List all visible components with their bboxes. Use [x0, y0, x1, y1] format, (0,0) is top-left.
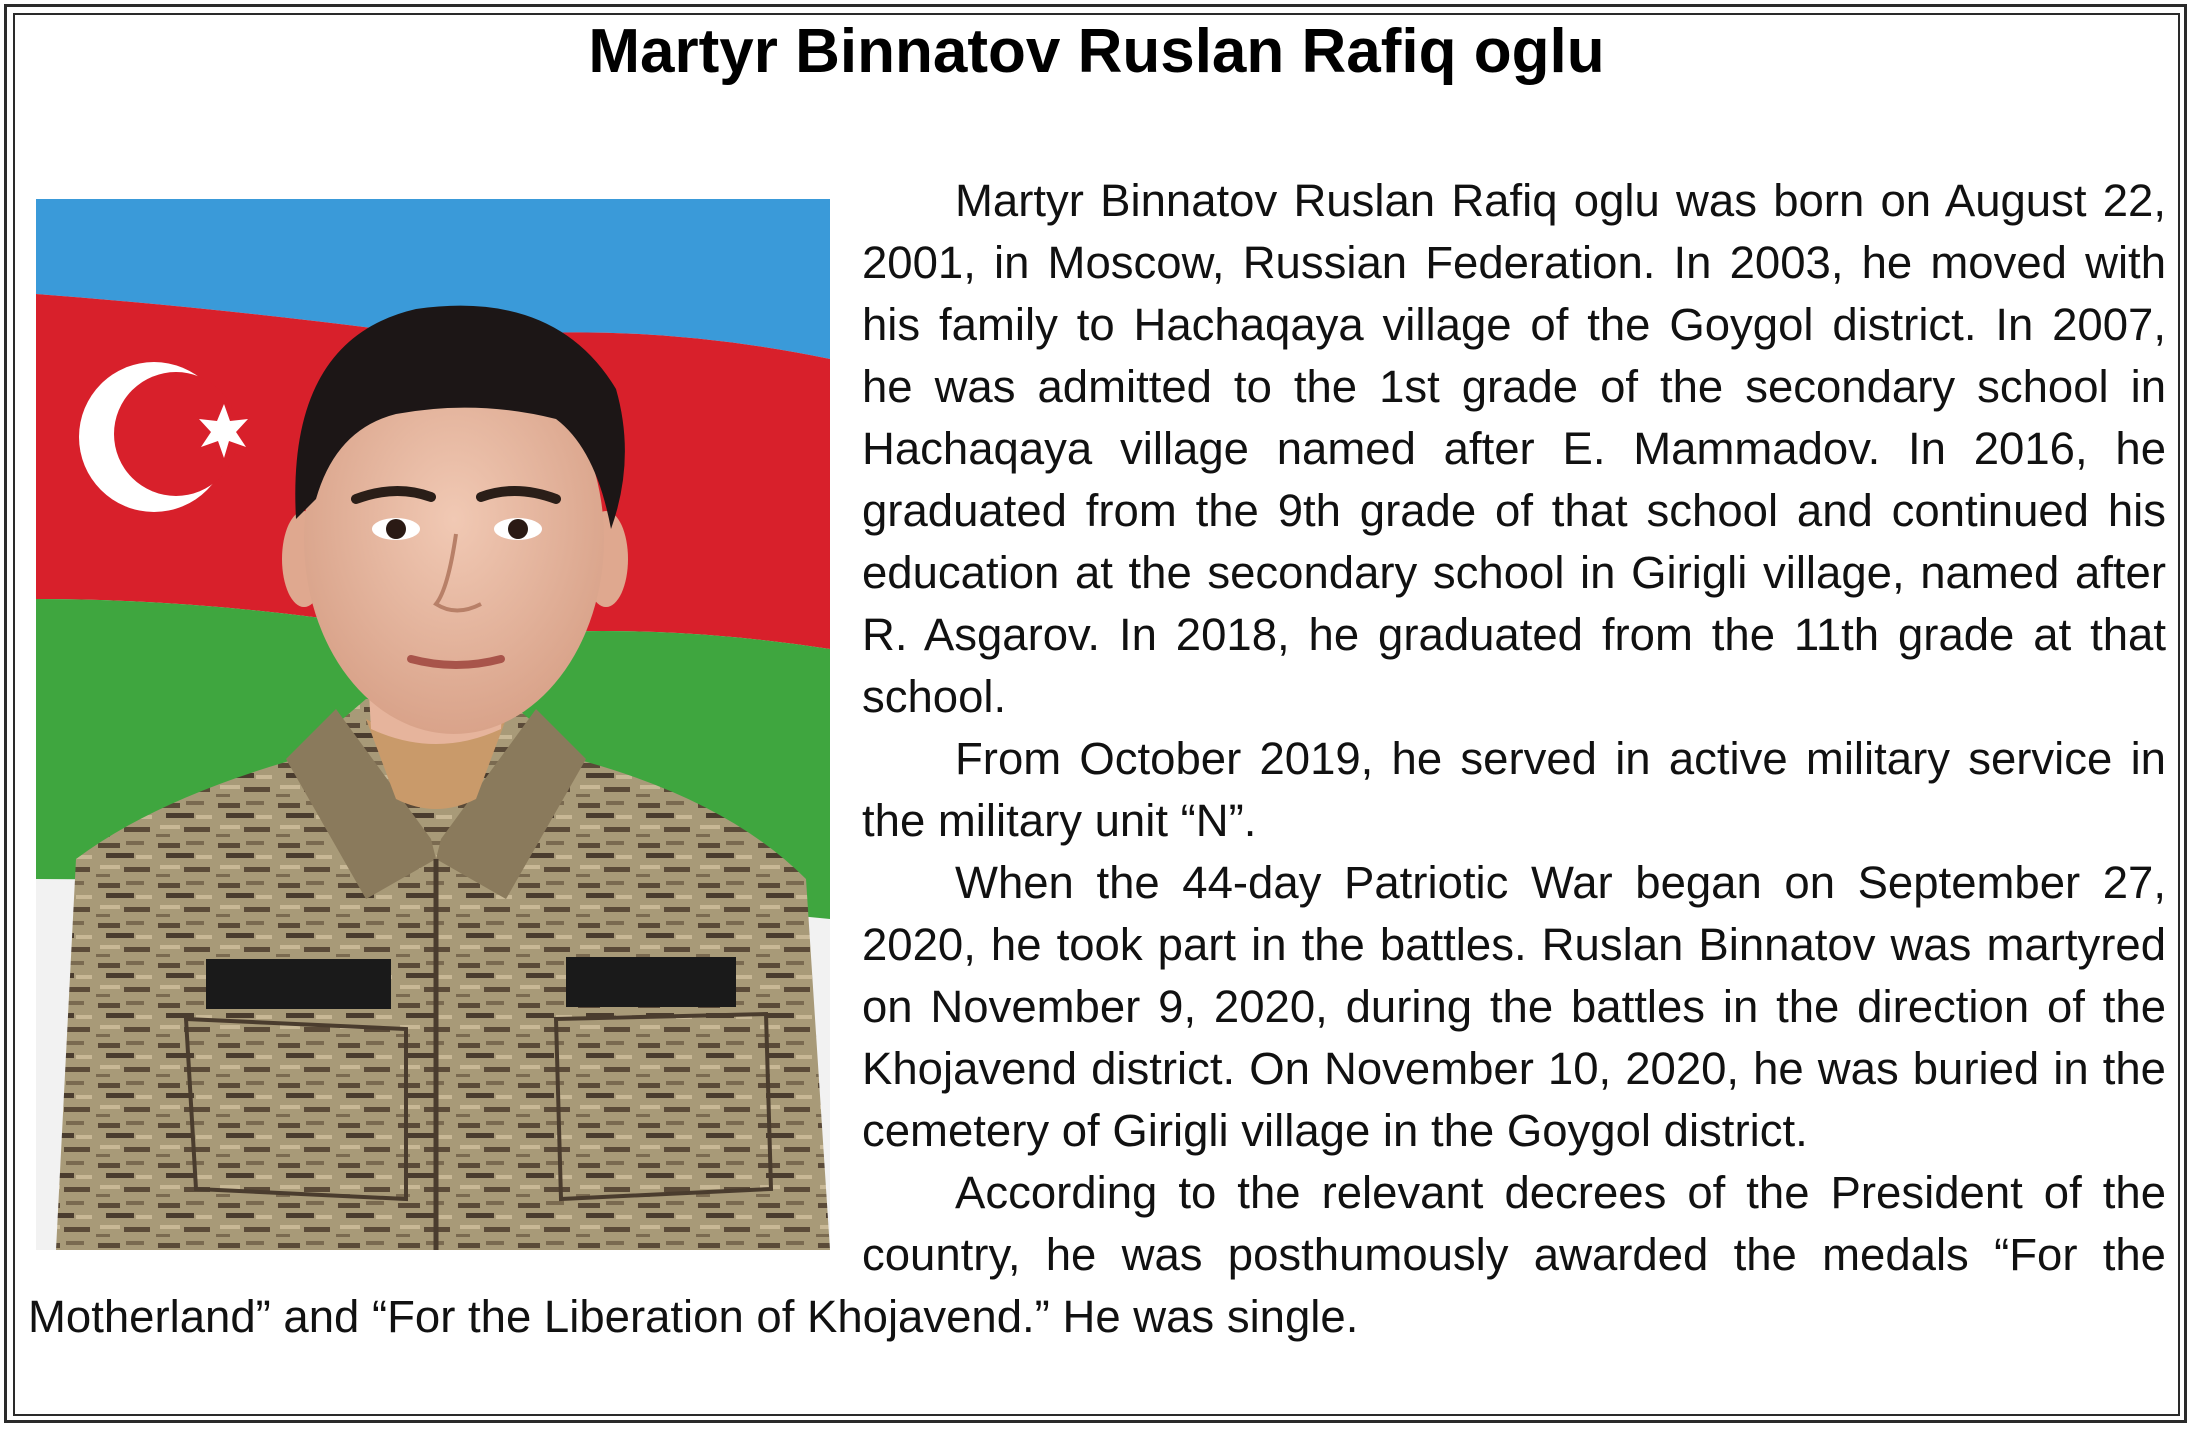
photo-float-spacer — [28, 170, 862, 1244]
biography-paragraph-3: When the 44-day Patriotic War began on September 27, 2020, he took part in the battles. Ruslan Binnatov was martyred on November 9, 2020, during the battles in the direction of the Khojavend district. On November 10, 2020, he was buried in the cemetery of Girigli village in the Goygol district. — [862, 857, 2166, 1156]
biography-paragraph-2: From October 2019, he served in active military service in the military unit “N”. — [862, 733, 2166, 846]
page-title: Martyr Binnatov Ruslan Rafiq oglu — [588, 17, 1605, 86]
biography-paragraph-4: According to the relevant decrees of the President of the country, he was posthumously awarded the medals “For the Motherland” and “For the Liberation of Khojavend.” He was single. — [28, 1167, 2166, 1342]
biography-paragraph-1: Martyr Binnatov Ruslan Rafiq oglu was born on August 22, 2001, in Moscow, Russian Federation. In 2003, he moved with his family to Hachaqaya village of the Goygol district. In 2007, he was admitted to the 1st grade of the secondary school in Hachaqaya village named after E. Mammadov. In 2016, he graduated from the 9th grade of that school and continued his education at the secondary school in Girigli village, named after R. Asgarov. In 2018, he graduated from the 11th grade at that school. — [862, 175, 2166, 722]
biography-text — [28, 170, 2166, 1348]
